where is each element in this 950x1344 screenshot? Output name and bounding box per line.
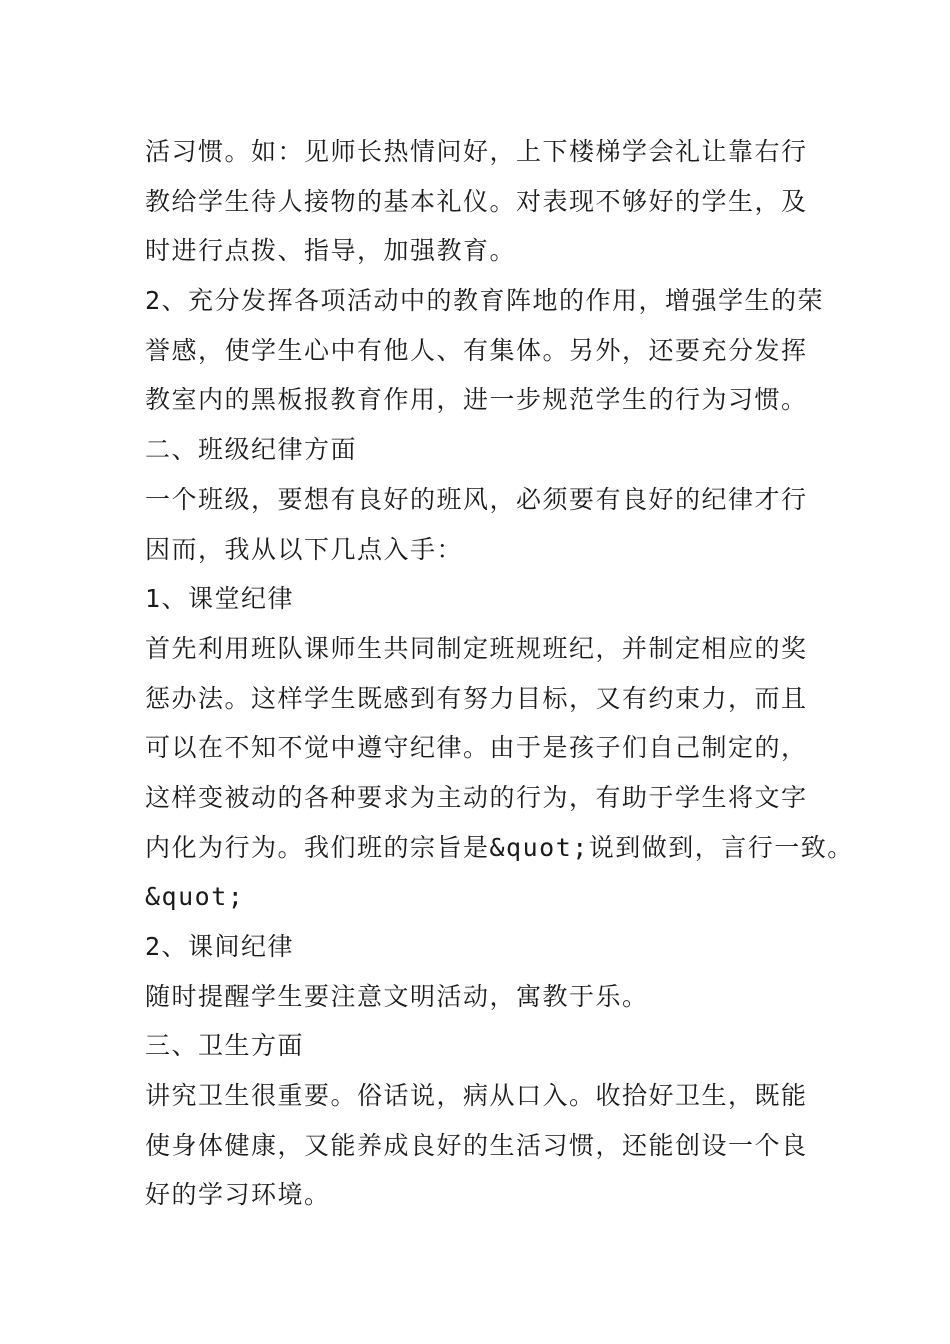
text-line: 因而，我从以下几点入手：	[145, 534, 464, 564]
section-heading: 二、班级纪律方面	[145, 435, 358, 465]
text-line: 教给学生待人接物的基本礼仪。对表现不够好的学生，及	[145, 186, 808, 216]
text-line: 教室内的黑板报教育作用，进一步规范学生的行为习惯。	[145, 385, 808, 415]
subsection-heading: 2、课间纪律	[145, 932, 295, 961]
subsection-heading: 1、课堂纪律	[145, 584, 295, 614]
text-line: 可以在不知不觉中遵守纪律。由于是孩子们自己制定的，	[145, 733, 808, 763]
text-line: 誉感，使学生心中有他人、有集体。另外，还要充分发挥	[145, 335, 808, 365]
text-line: 这样变被动的各种要求为主动的行为，有助于学生将文字	[145, 782, 808, 812]
text-line: 惩办法。这样学生既感到有努力目标，又有约束力，而且	[145, 683, 808, 713]
text-line: 好的学习环境。	[145, 1180, 331, 1210]
section-heading: 三、卫生方面	[145, 1031, 305, 1061]
text-line: 一个班级，要想有良好的班风，必须要有良好的纪律才行	[145, 484, 808, 514]
text-line: 内化为行为。我们班的宗旨是&quot;说到做到，言行一致。	[145, 832, 854, 862]
text-line: 首先利用班队课师生共同制定班规班纪，并制定相应的奖	[145, 633, 808, 663]
document-body	[145, 127, 854, 1220]
text-line: &quot;	[145, 882, 245, 912]
text-line: 2、充分发挥各项活动中的教育阵地的作用，增强学生的荣	[145, 286, 825, 316]
text-line: 活习惯。如：见师长热情问好，上下楼梯学会礼让靠右行	[145, 137, 808, 166]
text-line: 讲究卫生很重要。俗话说，病从口入。收拾好卫生，既能	[145, 1081, 808, 1111]
text-line: 使身体健康，又能养成良好的生活习惯，还能创设一个良	[145, 1130, 808, 1160]
text-line: 随时提醒学生要注意文明活动，寓教于乐。	[145, 981, 649, 1011]
text-line: 时进行点拨、指导，加强教育。	[145, 236, 517, 266]
